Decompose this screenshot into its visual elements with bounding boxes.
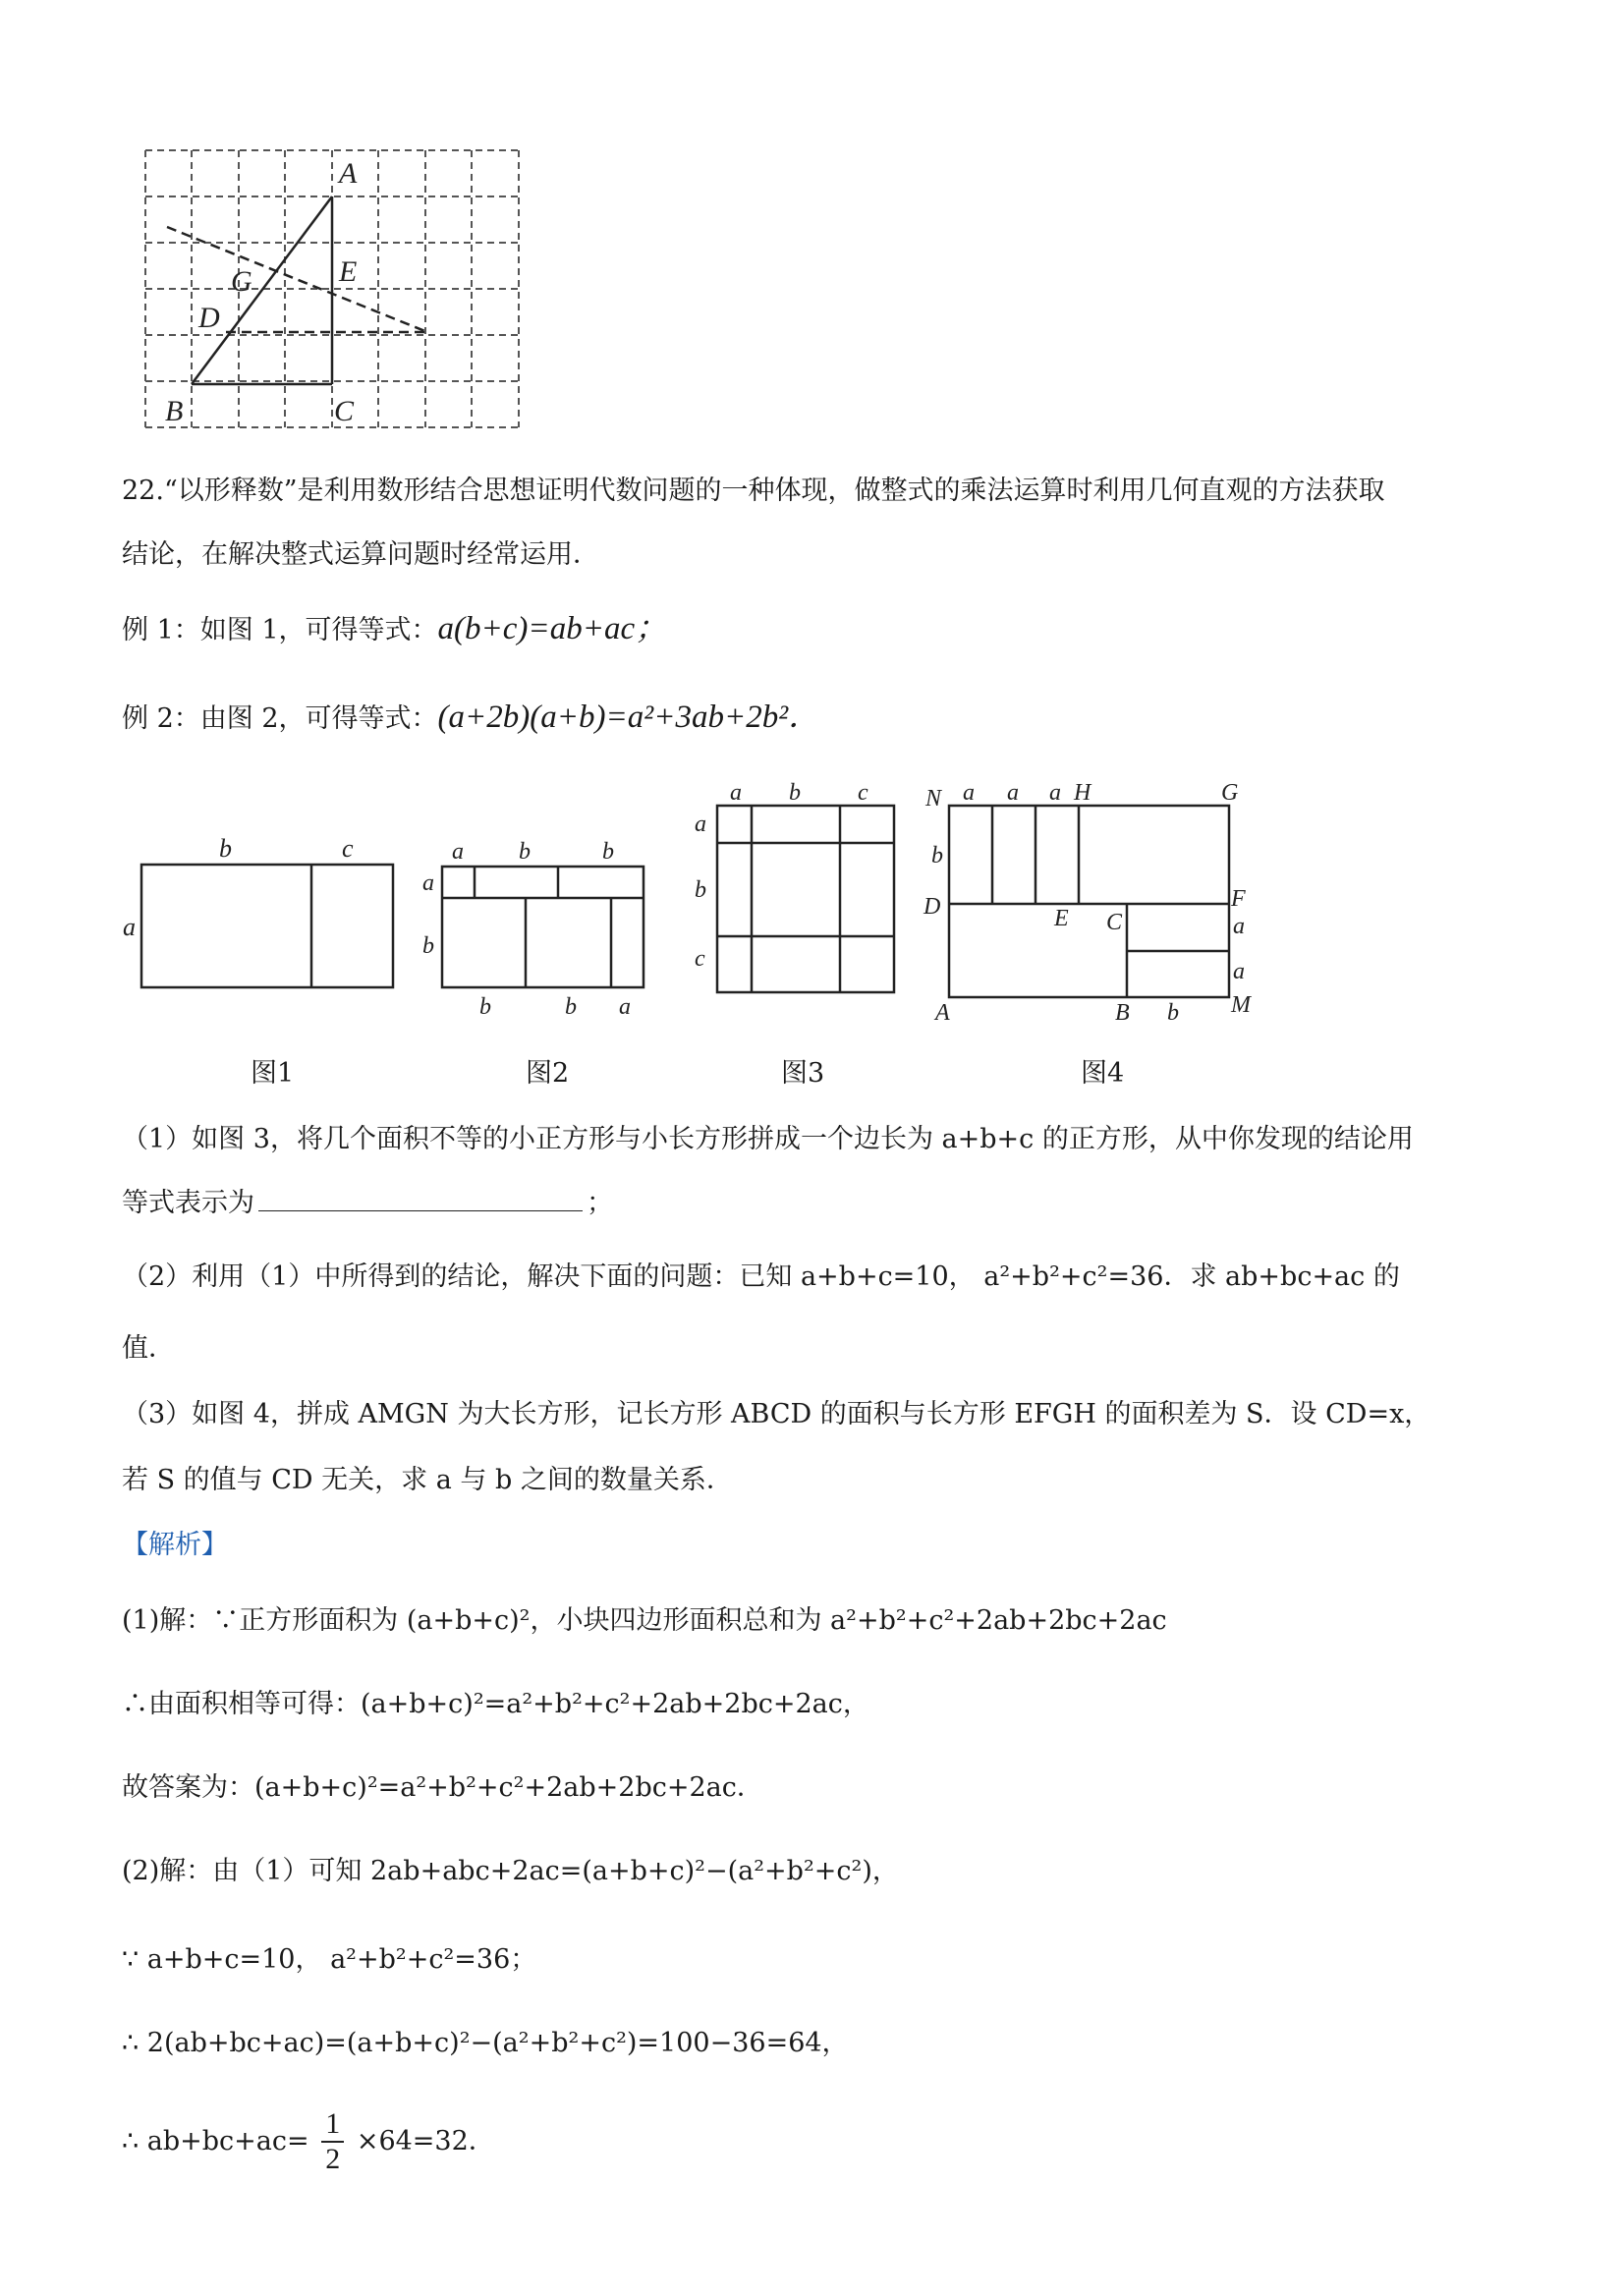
- fig4-label-C: C: [1106, 910, 1123, 935]
- figure-1-caption: 图1: [251, 1058, 295, 1089]
- answer-blank[interactable]: [258, 1185, 583, 1211]
- fig2-top-b2: b: [602, 839, 614, 865]
- analysis-step-6: ∴ 2(ab+bc+ac)=(a+b+c)²−(a²+b²+c²)=100−36=64，: [122, 2028, 849, 2058]
- fig3-left-c: c: [695, 946, 705, 972]
- fig4-label-H: H: [1074, 780, 1091, 806]
- figure-4: [914, 766, 1267, 1032]
- label-A: A: [339, 157, 358, 190]
- fig2-top-b1: b: [519, 839, 531, 865]
- figure-2: [413, 825, 668, 1022]
- fig4-label-a-right2: a: [1233, 959, 1245, 984]
- fig1-label-c: c: [342, 834, 354, 863]
- label-B: B: [165, 395, 184, 427]
- figure-3-caption: 图3: [781, 1058, 825, 1089]
- fig4-label-M: M: [1231, 992, 1251, 1018]
- fig3-top-a: a: [730, 780, 742, 806]
- fig4-label-B: B: [1115, 1000, 1130, 1026]
- example-1-formula: a(b+c)=ab+ac；: [437, 611, 668, 646]
- label-E: E: [339, 255, 358, 288]
- fig3-top-c: c: [858, 780, 868, 806]
- analysis-step-5: ∵ a+b+c=10， a²+b²+c²=36；: [122, 1944, 537, 1975]
- fig2-bottom-b2: b: [565, 994, 577, 1020]
- question-intro-line-2: 结论，在解决整式运算问题时经常运用．: [122, 539, 599, 570]
- part-3-line-2: 若 S 的值与 CD 无关，求 a 与 b 之间的数量关系．: [122, 1465, 733, 1495]
- part-2-line-1: （2）利用（1）中所得到的结论，解决下面的问题：已知 a+b+c=10， a²+b²+c²=36．求 ab+bc+ac 的: [122, 1261, 1400, 1292]
- question-intro-line-1: 22.“以形释数”是利用数形结合思想证明代数问题的一种体现，做整式的乘法运算时利用几何直观的方法获取: [122, 476, 1385, 506]
- fig2-bottom-a: a: [619, 994, 631, 1020]
- part-1-line-2: 等式表示为 ；: [122, 1184, 613, 1223]
- figure-4-caption: 图4: [1081, 1058, 1125, 1089]
- fig3-left-a: a: [695, 812, 706, 837]
- fig4-label-E: E: [1054, 906, 1069, 931]
- label-G: G: [231, 265, 252, 298]
- fig3-top-b: b: [789, 780, 801, 806]
- fig4-label-a2: a: [1007, 780, 1019, 806]
- grid-triangle-figure: [138, 145, 531, 440]
- part-1-line-1: （1）如图 3，将几个面积不等的小正方形与小长方形拼成一个边长为 a+b+c 的正方形，从中你发现的结论用: [122, 1124, 1414, 1154]
- analysis-step-3: 故答案为：(a+b+c)²=a²+b²+c²+2ab+2bc+2ac．: [122, 1772, 763, 1803]
- part-3-line-1: （3）如图 4，拼成 AMGN 为大长方形，记长方形 ABCD 的面积与长方形 EFGH 的面积差为 S．设 CD=x，: [122, 1399, 1431, 1429]
- question-number: 22.: [122, 476, 164, 506]
- label-D: D: [198, 302, 220, 334]
- fig4-label-N: N: [925, 786, 942, 812]
- fig4-label-a-right1: a: [1233, 914, 1245, 939]
- fig1-label-b: b: [219, 834, 232, 863]
- fig4-label-a3: a: [1049, 780, 1061, 806]
- fig2-bottom-b1: b: [479, 994, 491, 1020]
- fig3-left-b: b: [695, 877, 706, 903]
- analysis-step-4: (2)解：由（1）可知 2ab+abc+2ac=(a+b+c)²−(a²+b²+c²)，: [122, 1856, 899, 1886]
- fig1-label-a: a: [123, 913, 136, 941]
- example-1: 例 1：如图 1，可得等式：a(b+c)=ab+ac；: [122, 611, 668, 646]
- fig2-left-b: b: [422, 933, 434, 959]
- analysis-step-7: ∴ ab+bc+ac= $\frac{1}{2}$ ×64=32．: [122, 2107, 495, 2175]
- fig4-label-b-left: b: [931, 843, 943, 868]
- part-2-line-2: 值．: [122, 1333, 175, 1364]
- fig4-label-G: G: [1221, 780, 1239, 806]
- example-2: 例 2：由图 2，可得等式：(a+2b)(a+b)=a²+3ab+2b²．: [122, 700, 821, 735]
- label-C: C: [334, 395, 355, 427]
- figure-3: [683, 776, 909, 1002]
- fig4-label-b-bottom: b: [1167, 1000, 1179, 1026]
- fig4-label-D: D: [923, 894, 941, 920]
- example-2-formula: (a+2b)(a+b)=a²+3ab+2b²．: [437, 700, 821, 735]
- fig4-label-A: A: [935, 1000, 950, 1026]
- figure-2-caption: 图2: [526, 1058, 570, 1089]
- fig2-left-a: a: [422, 870, 434, 896]
- triangle-abc: [192, 196, 332, 384]
- analysis-step-1: (1)解：∵正方形面积为 (a+b+c)²，小块四边形面积总和为 a²+b²+c²+2ab+2bc+2ac: [122, 1605, 1167, 1636]
- analysis-title: 【解析】: [122, 1530, 228, 1560]
- fig4-label-a1: a: [963, 780, 975, 806]
- fig4-label-F: F: [1231, 886, 1246, 912]
- fig2-top-a: a: [452, 839, 464, 865]
- figure-1: [118, 825, 413, 1002]
- fraction-one-half: $\frac{1}{2}$: [321, 2107, 344, 2176]
- analysis-step-2: ∴由面积相等可得：(a+b+c)²=a²+b²+c²+2ab+2bc+2ac，: [122, 1689, 869, 1719]
